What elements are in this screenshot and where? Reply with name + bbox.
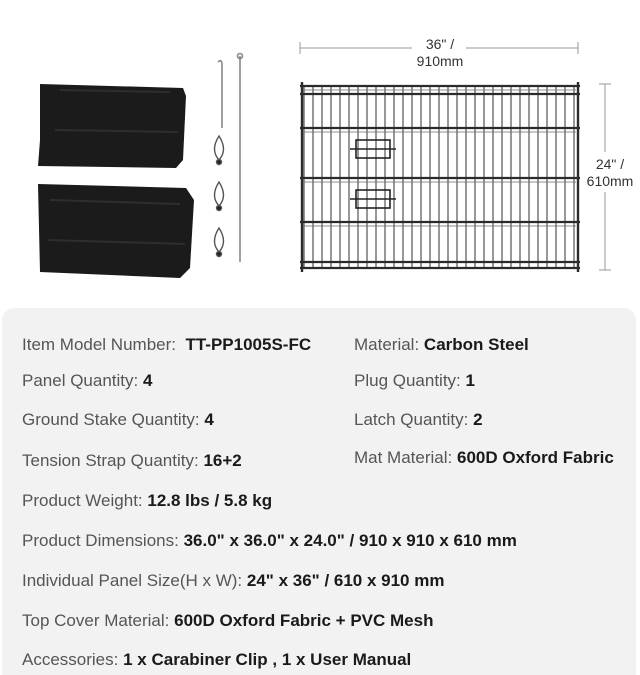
spec-mat-material: Mat Material: 600D Oxford Fabric [354, 448, 614, 467]
wire-panel [300, 82, 580, 272]
spec-latch-quantity: Latch Quantity: 2 [354, 410, 483, 429]
height-inch-text: 24" / [595, 156, 625, 172]
spec-tension-strap-quantity: Tension Strap Quantity: 16+2 [22, 451, 242, 470]
spec-top-cover-material: Top Cover Material: 600D Oxford Fabric + PVC Mesh [22, 611, 434, 630]
width-dimension-label [400, 36, 480, 70]
specifications-panel [2, 308, 636, 675]
product-illustration [0, 0, 640, 300]
spec-product-dimensions: Product Dimensions: 36.0" x 36.0" x 24.0" / 910 x 910 x 610 mm [22, 531, 517, 550]
tension-straps [215, 136, 224, 257]
spec-panel-quantity: Panel Quantity: 4 [22, 371, 153, 390]
spec-plug-quantity: Plug Quantity: 1 [354, 371, 475, 390]
ground-stakes [218, 54, 243, 263]
width-inch-text: 36" / [425, 36, 455, 52]
spec-ground-stake-quantity: Ground Stake Quantity: 4 [22, 410, 214, 429]
spec-product-weight: Product Weight: 12.8 lbs / 5.8 kg [22, 491, 273, 510]
fabric-cover-top [38, 84, 186, 168]
spec-material: Material: Carbon Steel [354, 335, 529, 354]
spec-item-model-number: Item Model Number: TT-PP1005S-FC [22, 335, 312, 354]
height-mm-text: 610mm [586, 173, 634, 189]
height-dimension-label [580, 156, 640, 190]
fabric-cover-bottom [38, 184, 194, 278]
spec-individual-panel-size: Individual Panel Size(H x W): 24" x 36" / 610 x 910 mm [22, 571, 445, 590]
product-image-area [0, 0, 640, 300]
width-mm-text: 910mm [416, 53, 464, 69]
spec-accessories: Accessories: 1 x Carabiner Clip , 1 x User Manual [22, 650, 412, 669]
